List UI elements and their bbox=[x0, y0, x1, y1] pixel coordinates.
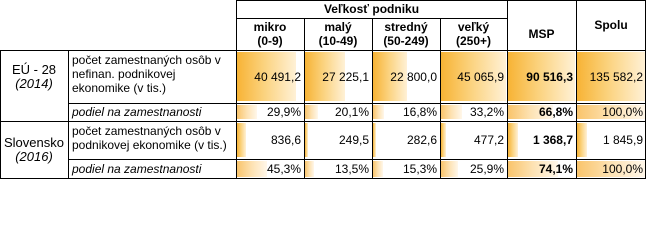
sk-share-velky-bar bbox=[441, 161, 458, 177]
sk-count-velky bbox=[440, 121, 507, 159]
eu-count-mikro-value: 40 491,2 bbox=[254, 69, 301, 84]
eu-share-velky bbox=[440, 103, 507, 121]
eu-count-msp bbox=[507, 50, 576, 103]
eu-share-msp-value: 66,8% bbox=[538, 105, 573, 119]
sk-share-total bbox=[576, 159, 646, 179]
col-header-velky bbox=[440, 18, 507, 50]
sk-share-mikro bbox=[236, 159, 304, 179]
sk-count-velky-value: 477,2 bbox=[473, 133, 504, 147]
sk-count-maly bbox=[304, 121, 372, 159]
col-header-stredny bbox=[372, 18, 440, 50]
col-header-maly-name: malý bbox=[324, 20, 352, 34]
sk-share-stredny-value: 15,3% bbox=[402, 162, 437, 176]
sk-share-msp-value: 74,1% bbox=[538, 162, 573, 176]
col-header-total: Spolu bbox=[594, 18, 628, 32]
eu-count-total bbox=[576, 50, 646, 103]
sk-share-stredny bbox=[372, 159, 440, 179]
eu-share-velky-value: 33,2% bbox=[469, 105, 504, 119]
eu-count-msp-value: 90 516,3 bbox=[526, 69, 573, 84]
sk-share-maly bbox=[304, 159, 372, 179]
sk-count-total-bar bbox=[577, 123, 587, 157]
eu-share-stredny-value: 16,8% bbox=[402, 105, 437, 119]
eu-share-maly-value: 20,1% bbox=[334, 105, 369, 119]
sk-share-stredny-bar bbox=[373, 161, 383, 177]
sk-count-msp bbox=[507, 121, 576, 159]
col-header-maly-range: (10-49) bbox=[318, 34, 358, 48]
sk-count-stredny-bar bbox=[373, 123, 376, 157]
eu-share-mikro bbox=[236, 103, 304, 121]
sk-count-msp-value: 1 368,7 bbox=[532, 133, 573, 147]
size-header: Veľkosť podniku bbox=[323, 2, 420, 16]
col-header-stredny-name: stredný bbox=[384, 20, 428, 34]
sk-count-msp-bar bbox=[508, 123, 518, 157]
sk-share-maly-bar bbox=[305, 161, 314, 177]
sk-count-total-value: 1 845,9 bbox=[602, 133, 643, 147]
col-header-velky-range: (250+) bbox=[455, 34, 492, 48]
sk-count-mikro bbox=[236, 121, 304, 159]
sk-count-velky-bar bbox=[441, 123, 446, 157]
col-header-maly bbox=[304, 18, 372, 50]
region-sk bbox=[0, 121, 68, 179]
eu-share-total bbox=[576, 103, 646, 121]
region-eu bbox=[0, 50, 68, 103]
sk-share-mikro-bar bbox=[237, 161, 267, 177]
sk-share-velky-value: 25,9% bbox=[469, 162, 504, 176]
eu-count-label: počet zamestnaných osôb v nefinan. podnikovej ekonomike (v tis.) bbox=[72, 53, 221, 95]
col-header-mikro bbox=[236, 18, 304, 50]
col-header-stredny-range: (50-249) bbox=[383, 34, 429, 48]
sk-count-maly-bar bbox=[305, 123, 308, 157]
eu-count-maly-value: 27 225,1 bbox=[322, 69, 369, 84]
eu-count-maly bbox=[304, 50, 372, 103]
eu-share-stredny bbox=[372, 103, 440, 121]
sk-count-maly-value: 249,5 bbox=[338, 133, 369, 147]
region-eu-year: (2014) bbox=[15, 75, 53, 91]
eu-share-stredny-bar bbox=[373, 105, 384, 119]
sk-share-velky bbox=[440, 159, 507, 179]
region-sk-year: (2016) bbox=[15, 149, 53, 164]
eu-count-stredny bbox=[372, 50, 440, 103]
eu-share-label: podiel na zamestnanosti bbox=[72, 105, 202, 119]
eu-share-total-value: 100,0% bbox=[602, 105, 643, 119]
eu-share-mikro-bar bbox=[237, 105, 257, 119]
region-eu-name: EÚ - 28 bbox=[11, 61, 57, 77]
sk-count-stredny bbox=[372, 121, 440, 159]
sk-share-total-value: 100,0% bbox=[602, 162, 643, 176]
eu-count-velky-value: 45 065,9 bbox=[457, 69, 504, 84]
region-sk-name: Slovensko bbox=[4, 135, 64, 150]
sk-share-mikro-value: 45,3% bbox=[266, 162, 301, 176]
col-header-mikro-range: (0-9) bbox=[257, 34, 283, 48]
sk-count-mikro-value: 836,6 bbox=[270, 133, 301, 147]
col-header-mikro-name: mikro bbox=[253, 20, 287, 34]
eu-count-stredny-value: 22 800,0 bbox=[390, 69, 437, 84]
sk-share-msp bbox=[507, 159, 576, 179]
eu-share-maly-bar bbox=[305, 105, 318, 119]
eu-share-mikro-value: 29,9% bbox=[266, 105, 301, 119]
sk-count-stredny-value: 282,6 bbox=[406, 133, 437, 147]
col-header-velky-name: veľký bbox=[457, 20, 490, 34]
eu-count-mikro bbox=[236, 50, 304, 103]
eu-share-velky-bar bbox=[441, 105, 462, 119]
eu-count-total-value: 135 582,2 bbox=[589, 69, 643, 84]
sk-count-label: počet zamestnaných osôb v podnikovej ekonomike (v tis.) bbox=[72, 124, 227, 152]
eu-share-maly bbox=[304, 103, 372, 121]
sk-count-mikro-bar bbox=[237, 123, 246, 157]
sk-share-label: podiel na zamestnanosti bbox=[72, 162, 202, 176]
col-header-msp: MSP bbox=[528, 27, 555, 41]
eu-count-velky bbox=[440, 50, 507, 103]
sk-share-maly-value: 13,5% bbox=[334, 162, 369, 176]
sk-count-total bbox=[576, 121, 646, 159]
eu-share-msp bbox=[507, 103, 576, 121]
